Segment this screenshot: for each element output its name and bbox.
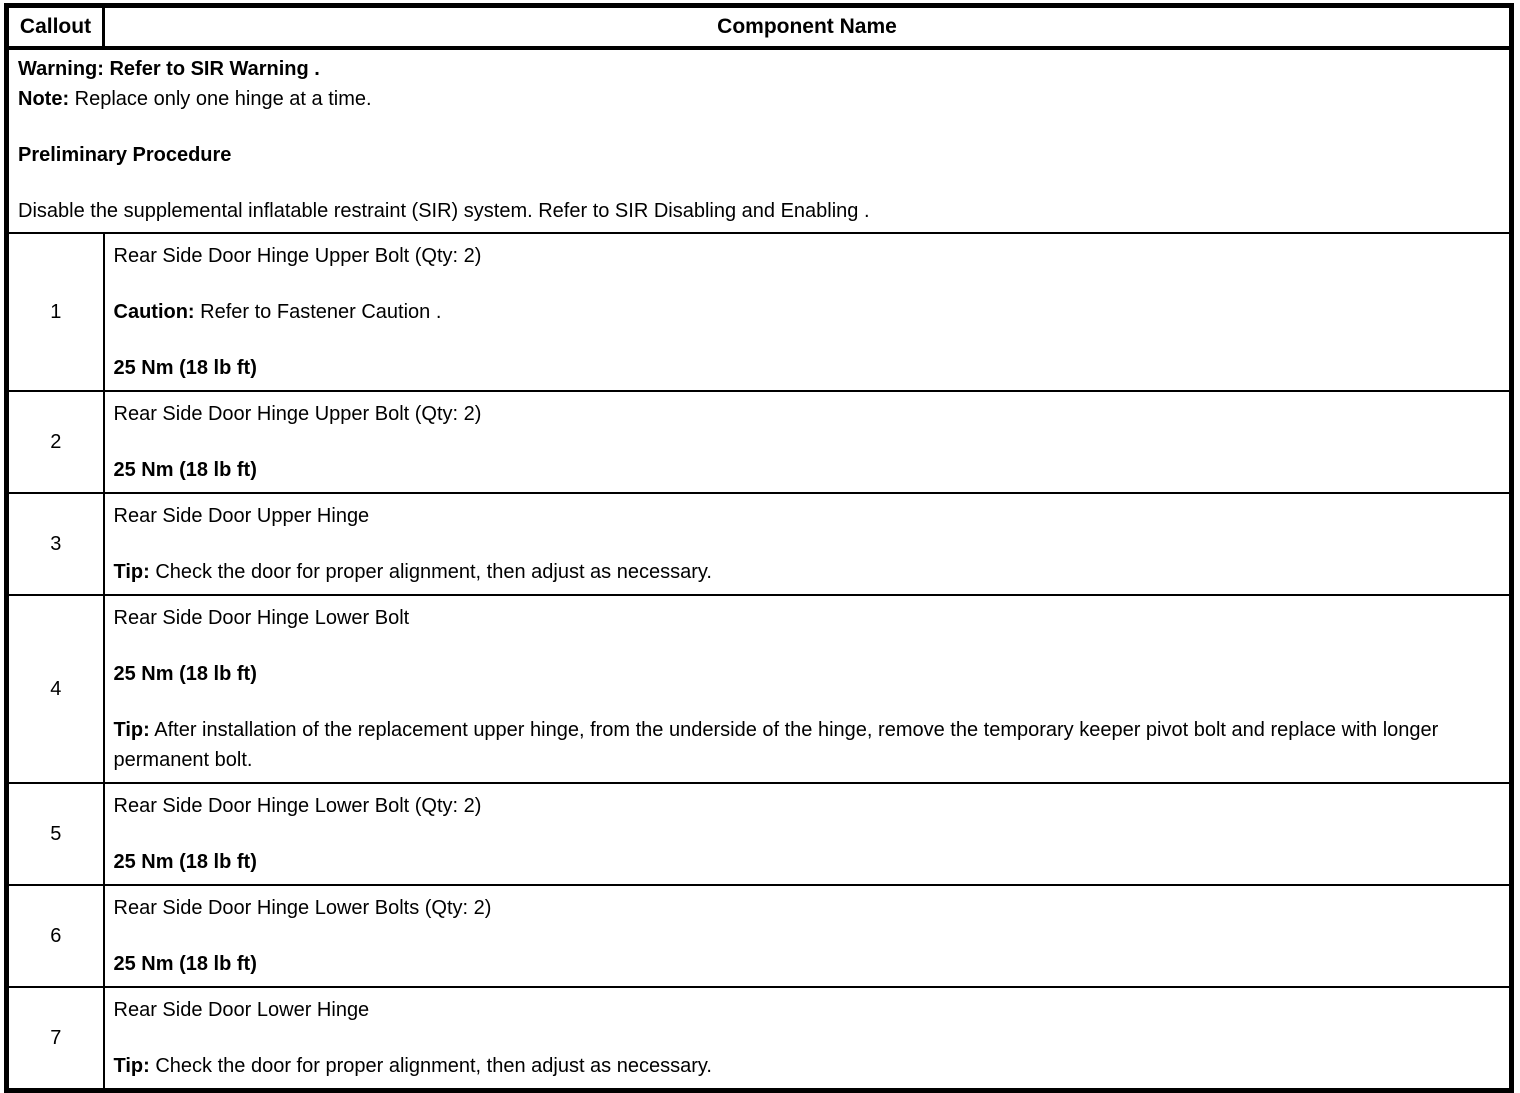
tip-text: Check the door for proper alignment, then adjust as necessary. [155, 1055, 712, 1077]
torque-value: 25 Nm (18 lb ft) [113, 357, 257, 379]
component-name: Rear Side Door Hinge Lower Bolts (Qty: 2) [113, 897, 492, 919]
tip-text: Check the door for proper alignment, then adjust as necessary. [155, 561, 712, 583]
caution-line [114, 297, 1502, 327]
table-row [7, 233, 1512, 391]
component-name: Rear Side Door Hinge Lower Bolt [113, 607, 410, 629]
tip-label: Tip: [113, 561, 150, 583]
component-cell [104, 233, 1512, 391]
tip-line [114, 715, 1502, 775]
callout-number: 4 [7, 595, 104, 783]
table-row [7, 987, 1512, 1091]
component-cell [104, 391, 1512, 493]
torque-value: 25 Nm (18 lb ft) [113, 851, 257, 873]
component-cell [104, 493, 1512, 595]
note-line [18, 84, 1500, 114]
callout-number: 1 [7, 233, 104, 391]
callout-number: 2 [7, 391, 104, 493]
note-label: Note: [18, 88, 70, 110]
caution-label: Caution: [113, 301, 195, 323]
warning-line: Warning: Refer to SIR Warning . [18, 58, 320, 80]
table-header-row [7, 6, 1512, 49]
preliminary-procedure-text: Disable the supplemental inflatable restraint (SIR) system. Refer to SIR Disabling and Enabling . [18, 200, 870, 222]
table-row [7, 493, 1512, 595]
component-name: Rear Side Door Hinge Upper Bolt (Qty: 2) [113, 245, 482, 267]
callout-number: 7 [7, 987, 104, 1091]
table-row [7, 391, 1512, 493]
tip-label: Tip: [113, 719, 150, 741]
tip-text: After installation of the replacement upper hinge, from the underside of the hinge, remove the temporary keeper pivot bolt and replace with longer permanent bolt. [113, 719, 1439, 771]
table-row [7, 783, 1512, 885]
component-cell [104, 783, 1512, 885]
intro-row [7, 48, 1512, 233]
tip-label: Tip: [113, 1055, 150, 1077]
component-name: Rear Side Door Hinge Upper Bolt (Qty: 2) [113, 403, 482, 425]
callout-column-header: Callout [7, 6, 104, 49]
torque-value: 25 Nm (18 lb ft) [113, 953, 257, 975]
callout-number: 3 [7, 493, 104, 595]
preliminary-procedure-heading: Preliminary Procedure [18, 144, 232, 166]
callout-number: 5 [7, 783, 104, 885]
tip-line [114, 557, 1502, 587]
component-name: Rear Side Door Upper Hinge [113, 505, 370, 527]
component-cell [104, 885, 1512, 987]
table-row [7, 885, 1512, 987]
note-text: Replace only one hinge at a time. [74, 88, 372, 110]
intro-cell [7, 48, 1512, 233]
caution-text: Refer to Fastener Caution . [200, 301, 442, 323]
callout-number: 6 [7, 885, 104, 987]
torque-value: 25 Nm (18 lb ft) [113, 663, 257, 685]
component-callout-table [4, 3, 1514, 1093]
component-name: Rear Side Door Lower Hinge [113, 999, 370, 1021]
torque-value: 25 Nm (18 lb ft) [113, 459, 257, 481]
component-name-column-header: Component Name [104, 6, 1512, 49]
component-name: Rear Side Door Hinge Lower Bolt (Qty: 2) [113, 795, 482, 817]
component-cell [104, 595, 1512, 783]
table-row [7, 595, 1512, 783]
component-cell [104, 987, 1512, 1091]
tip-line [114, 1051, 1502, 1081]
